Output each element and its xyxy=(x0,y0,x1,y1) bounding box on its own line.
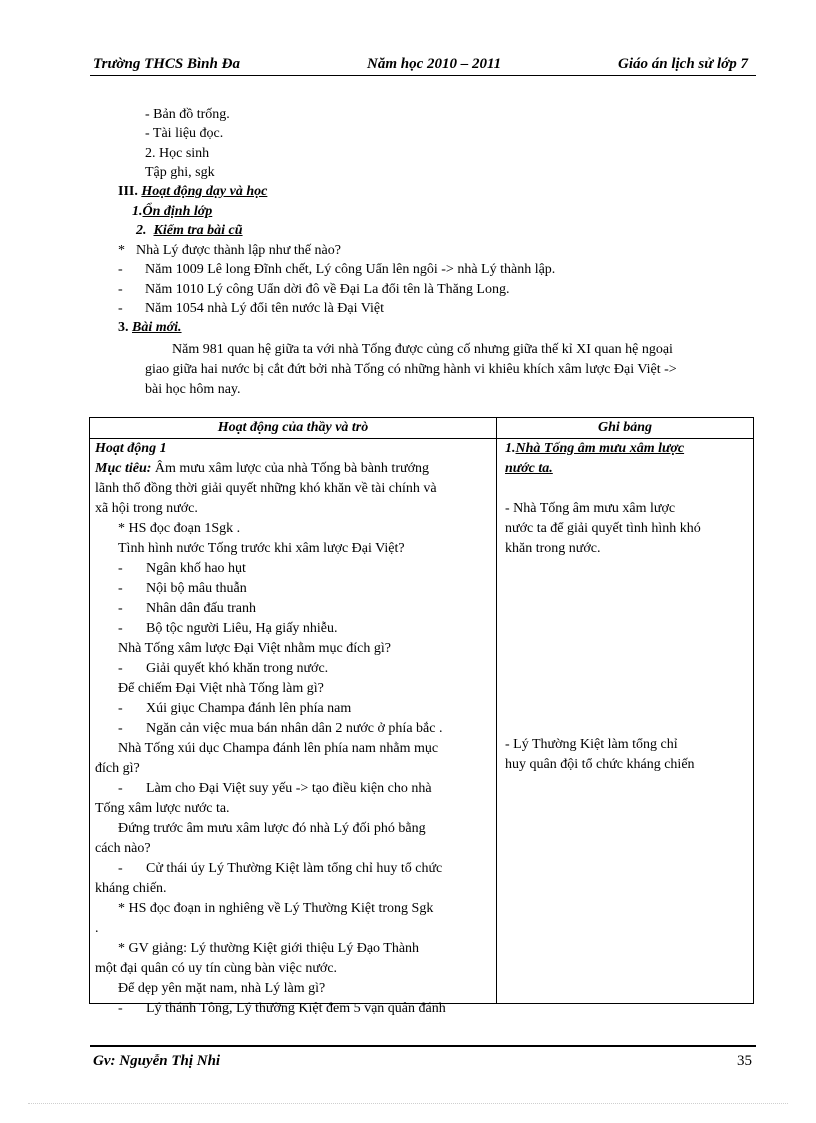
review-answer: - Năm 1010 Lý công Uẩn dời đô về Đại La đổi tên là Thăng Long. xyxy=(118,282,510,297)
activity-line: - Lý thánh Tông, Lý thường Kiệt đem 5 vạn quân đánh xyxy=(118,1001,446,1016)
note-line: - Nhà Tống âm mưu xâm lược xyxy=(505,501,676,516)
lesson-table xyxy=(89,417,754,1016)
goal-line: xã hội trong nước. xyxy=(95,501,198,516)
activity-line: Tình hình nước Tống trước khi xâm lược Đại Việt? xyxy=(118,541,405,556)
activity-line: cách nào? xyxy=(95,841,151,856)
review-answer: - Năm 1054 nhà Lý đổi tên nước là Đại Việt xyxy=(118,301,385,316)
activity-line: - Bộ tộc người Liêu, Hạ giấy nhiễu. xyxy=(118,621,338,636)
activity-line: - Ngân khố hao hụt xyxy=(118,561,246,576)
activity-title: Hoạt động 1 xyxy=(95,441,167,456)
activity-line: Nhà Tống xúi dục Champa đánh lên phía nam nhằm mục xyxy=(118,741,439,756)
notes-cell xyxy=(497,439,754,1004)
prep-item: - Tài liệu đọc. xyxy=(145,126,224,141)
step-heading: 3. Bài mới. xyxy=(118,320,182,335)
activity-line: kháng chiến. xyxy=(95,881,167,896)
intro-line: Năm 981 quan hệ giữa ta với nhà Tống được củng cố nhưng giữa thế kỉ XI quan hệ ngoại xyxy=(172,342,673,357)
activity-line: một đại quân có uy tín cùng bàn việc nước. xyxy=(95,961,338,976)
header-subject: Giáo án lịch sử lớp 7 xyxy=(618,56,748,72)
prep-item: 2. Học sinh xyxy=(145,146,210,161)
activity-line: đích gì? xyxy=(95,761,140,776)
header-school: Trường THCS Bình Đa xyxy=(93,56,240,72)
prep-item: - Bản đồ trống. xyxy=(145,107,230,122)
notes-title: nước ta. xyxy=(505,461,553,476)
page-number: 35 xyxy=(737,1053,752,1069)
footer-rule xyxy=(90,1045,756,1047)
note-line: - Lý Thường Kiệt làm tổng chỉ xyxy=(505,737,678,752)
section-heading: III. Hoạt động dạy và học xyxy=(118,184,268,199)
note-line: nước ta để giải quyết tình hình khó xyxy=(505,521,701,536)
review-question: * Nhà Lý được thành lập như thế nào? xyxy=(118,243,341,258)
activity-line: . xyxy=(95,921,99,936)
col-header-notes: Ghi bảng xyxy=(497,418,754,439)
prep-item: Tập ghi, sgk xyxy=(145,165,215,180)
activity-line: * HS đọc đoạn 1Sgk . xyxy=(118,521,241,536)
activity-line: - Nhân dân đấu tranh xyxy=(118,601,257,616)
footer-teacher: Gv: Nguyễn Thị Nhi xyxy=(93,1053,221,1069)
activity-line: - Cử thái úy Lý Thường Kiệt làm tổng chỉ huy tổ chức xyxy=(118,861,443,876)
activity-line: - Giải quyết khó khăn trong nước. xyxy=(118,661,329,676)
notes-title: 1.Nhà Tống âm mưu xâm lược xyxy=(505,441,685,456)
activity-line: * HS đọc đoạn in nghiêng về Lý Thường Kiệt trong Sgk xyxy=(118,901,434,916)
activity-line: Để chiếm Đại Việt nhà Tống làm gì? xyxy=(118,681,324,696)
note-line: khăn trong nước. xyxy=(505,541,601,556)
activity-line: - Ngăn cản việc mua bán nhân dân 2 nước ở phía bắc . xyxy=(118,721,443,736)
activity-line: Tống xâm lược nước ta. xyxy=(95,801,230,816)
activity-line: Nhà Tống xâm lược Đại Việt nhằm mục đích gì? xyxy=(118,641,391,656)
review-answer: - Năm 1009 Lê long Đĩnh chết, Lý công Uẩn lên ngôi -> nhà Lý thành lập. xyxy=(118,262,556,277)
page-edge xyxy=(28,1103,788,1104)
header-year: Năm học 2010 – 2011 xyxy=(367,56,502,72)
header-rule xyxy=(90,75,756,76)
activity-line: Để dẹp yên mặt nam, nhà Lý làm gì? xyxy=(118,981,326,996)
note-line: huy quân đội tổ chức kháng chiến xyxy=(505,757,695,772)
intro-line: bài học hôm nay. xyxy=(145,382,241,397)
activity-line: - Xúi giục Champa đánh lên phía nam xyxy=(118,701,352,716)
step-heading: 2. Kiểm tra bài cũ xyxy=(136,223,243,238)
step-heading: 1.Ổn định lớp xyxy=(132,204,213,219)
col-header-activities: Hoạt động của thầy và trò xyxy=(90,418,497,439)
activities-cell xyxy=(90,439,497,1016)
goal-line: lãnh thổ đồng thời giải quyết những khó khăn về tài chính và xyxy=(95,481,437,496)
activity-line: - Nội bộ mâu thuẫn xyxy=(118,581,247,596)
activity-line: * GV giảng: Lý thường Kiệt giới thiệu Lý Đạo Thành xyxy=(118,941,420,956)
intro-line: giao giữa hai nước bị cắt đứt bởi nhà Tống có những hành vi khiêu khích xâm lược Đại Việt -> xyxy=(145,362,677,377)
activity-line: Đứng trước âm mưu xâm lược đó nhà Lý đối phó bằng xyxy=(118,821,426,836)
activity-line: - Làm cho Đại Việt suy yếu -> tạo điều kiện cho nhà xyxy=(118,781,432,796)
goal-line: Mục tiêu: Âm mưu xâm lược của nhà Tống bà bành trướng xyxy=(95,461,429,476)
